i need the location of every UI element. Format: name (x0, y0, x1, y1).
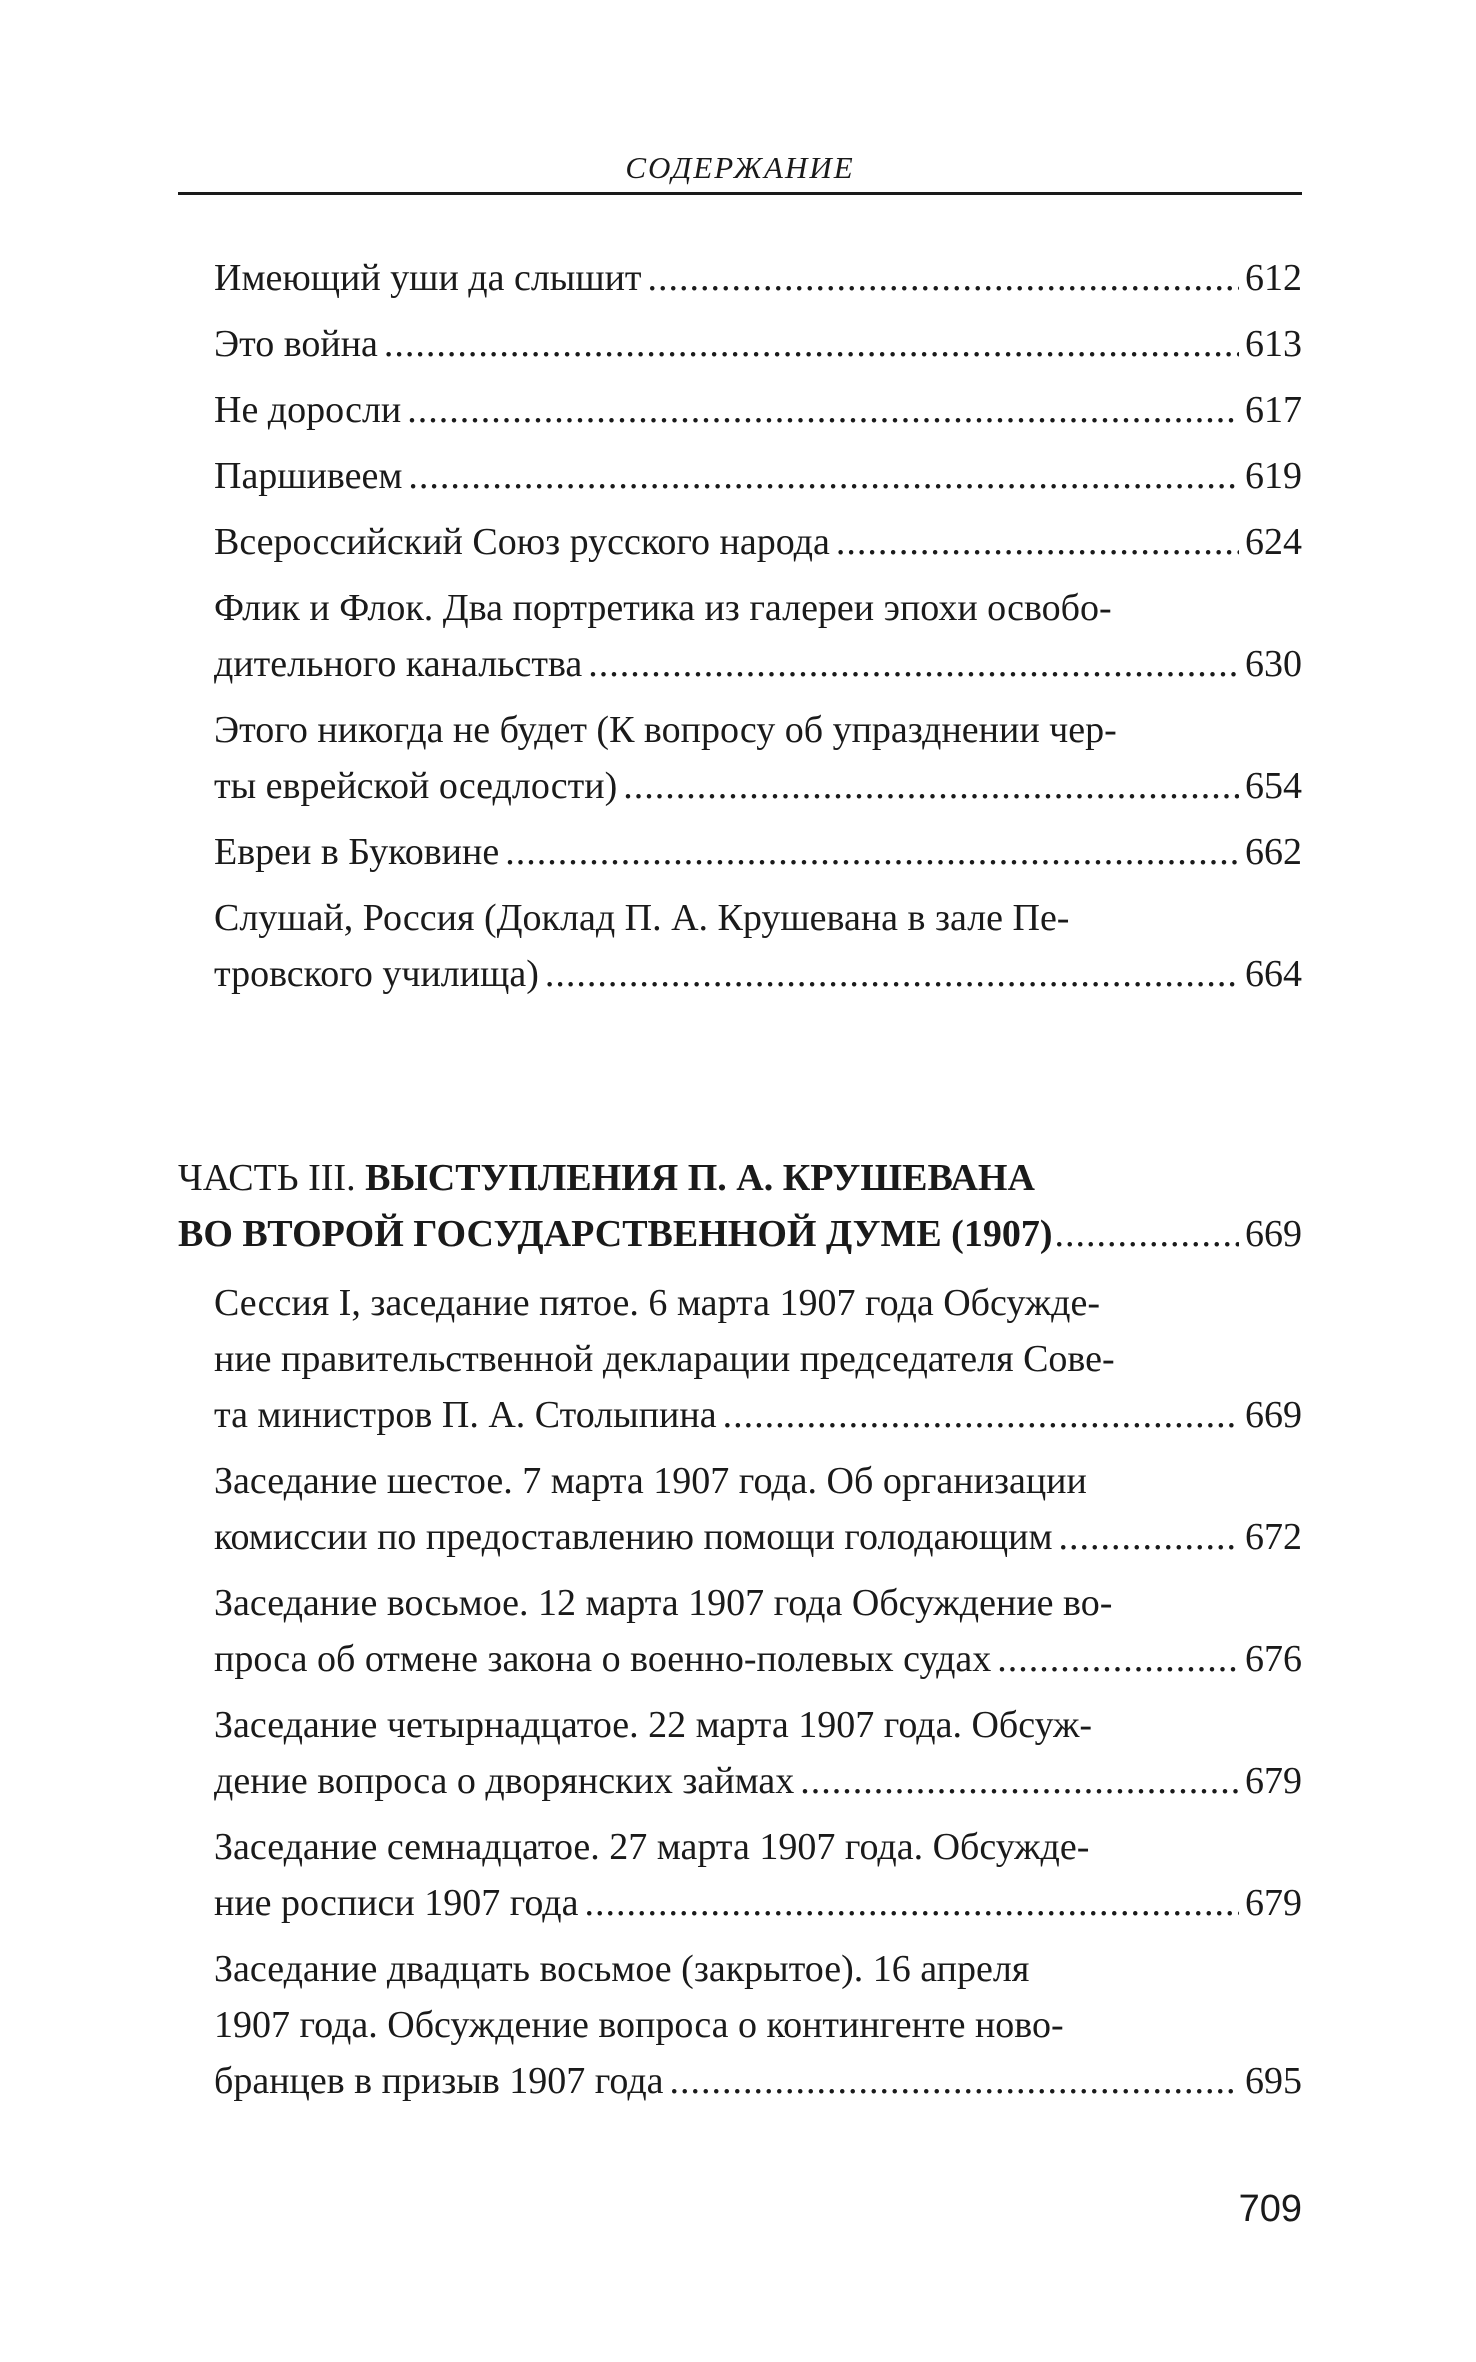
toc-entry[interactable] (214, 890, 1302, 1002)
toc-entry-title: ты еврейской оседлости) (214, 765, 618, 807)
dot-leader (623, 758, 1239, 814)
toc-entry-page: 613 (1245, 323, 1302, 365)
toc-entry-last-line (214, 1509, 1302, 1565)
dot-leader (723, 1387, 1239, 1443)
dot-leader (384, 316, 1239, 372)
toc-entry-title: Имеющий уши да слышит (214, 257, 642, 299)
dot-leader (997, 1631, 1239, 1687)
toc-entry-last-line (214, 824, 1302, 880)
part-title-line-2: ВО ВТОРОЙ ГОСУДАРСТВЕННОЙ ДУМЕ (1907) (178, 1213, 1053, 1255)
toc-entry-last-line (214, 448, 1302, 504)
toc-entry[interactable] (214, 514, 1302, 570)
toc-entry-page: 676 (1245, 1638, 1302, 1680)
toc-entry-line: Заседание двадцать восьмое (закрытое). 16 апреля (214, 1948, 1030, 1990)
toc-entry[interactable] (214, 1697, 1302, 1809)
toc-entry-line: Сессия I, заседание пятое. 6 марта 1907 года Обсужде- (214, 1282, 1100, 1324)
toc-entry-page: 669 (1245, 1394, 1302, 1436)
dot-leader (505, 824, 1239, 880)
toc-entry-last-line (214, 514, 1302, 570)
dot-leader (648, 250, 1239, 306)
toc-entry-page: 624 (1245, 521, 1302, 563)
toc-entry-line: Заседание семнадцатое. 27 марта 1907 года. Обсужде- (214, 1826, 1090, 1868)
running-head: СОДЕРЖАНИЕ (625, 150, 855, 185)
toc-entry-page: 695 (1245, 2060, 1302, 2102)
dot-leader (588, 636, 1239, 692)
toc-entry-last-line (214, 758, 1302, 814)
toc-entry[interactable] (214, 1575, 1302, 1687)
toc-entry-line: Заседание восьмое. 12 марта 1907 года Обсуждение во- (214, 1582, 1113, 1624)
part-heading[interactable] (178, 1150, 1302, 1262)
toc-entry-line: Этого никогда не будет (К вопросу об упразднении чер- (214, 709, 1117, 751)
toc-entry-page: 679 (1245, 1882, 1302, 1924)
toc-entry-last-line (214, 1387, 1302, 1443)
dot-leader (545, 946, 1239, 1002)
toc-entry-title: Это война (214, 323, 378, 365)
toc-entry[interactable] (214, 1453, 1302, 1565)
toc-entry-last-line (214, 1753, 1302, 1809)
part-prefix: ЧАСТЬ III. (178, 1157, 356, 1199)
toc-entry-title: Паршивеем (214, 455, 403, 497)
header-rule (178, 192, 1302, 195)
toc-entry[interactable] (214, 448, 1302, 504)
dot-leader (1059, 1509, 1239, 1565)
toc-entry-last-line (214, 2053, 1302, 2109)
part-page-number: 669 (1245, 1213, 1302, 1255)
part-title-line-1: ВЫСТУПЛЕНИЯ П. А. КРУШЕВАНА (365, 1157, 1035, 1199)
toc-entry-page: 617 (1245, 389, 1302, 431)
toc-entry-last-line (214, 946, 1302, 1002)
toc-entry-last-line (214, 250, 1302, 306)
dot-leader (408, 448, 1239, 504)
toc-entry-title: ние росписи 1907 года (214, 1882, 579, 1924)
toc-entry[interactable] (214, 824, 1302, 880)
toc-section-part3 (214, 1275, 1302, 2119)
toc-entry-title: Всероссийский Союз русского народа (214, 521, 830, 563)
toc-entry[interactable] (214, 1275, 1302, 1443)
toc-entry[interactable] (214, 382, 1302, 438)
toc-section-part2 (214, 250, 1302, 1012)
toc-entry-page: 679 (1245, 1760, 1302, 1802)
toc-entry-line: Заседание шестое. 7 марта 1907 года. Об организации (214, 1460, 1087, 1502)
toc-entry-page: 664 (1245, 953, 1302, 995)
toc-entry-line: Заседание четырнадцатое. 22 марта 1907 года. Обсуж- (214, 1704, 1093, 1746)
toc-entry-last-line (214, 1875, 1302, 1931)
toc-entry-page: 654 (1245, 765, 1302, 807)
toc-entry[interactable] (214, 316, 1302, 372)
page-number: 709 (1238, 2188, 1302, 2230)
dot-leader (836, 514, 1239, 570)
toc-entry-title: комиссии по предоставлению помощи голодающим (214, 1516, 1053, 1558)
toc-entry-last-line (214, 636, 1302, 692)
toc-entry-page: 619 (1245, 455, 1302, 497)
toc-entry-page: 630 (1245, 643, 1302, 685)
toc-entry-last-line (214, 1631, 1302, 1687)
toc-entry-page: 672 (1245, 1516, 1302, 1558)
toc-entry-last-line (214, 382, 1302, 438)
toc-entry-title: Евреи в Буковине (214, 831, 500, 873)
toc-entry-line: 1907 года. Обсуждение вопроса о контингенте ново- (214, 2004, 1064, 2046)
toc-entry-title: Не доросли (214, 389, 402, 431)
dot-leader (584, 1875, 1239, 1931)
dot-leader (800, 1753, 1239, 1809)
toc-entry[interactable] (214, 1819, 1302, 1931)
toc-entry[interactable] (214, 702, 1302, 814)
toc-entry-title: та министров П. А. Столыпина (214, 1394, 717, 1436)
toc-entry[interactable] (214, 250, 1302, 306)
dot-leader (1054, 1206, 1239, 1262)
toc-entry[interactable] (214, 1941, 1302, 2109)
toc-entry-line: Слушай, Россия (Доклад П. А. Крушевана в зале Пе- (214, 897, 1070, 939)
toc-entry-page: 612 (1245, 257, 1302, 299)
toc-entry-last-line (214, 316, 1302, 372)
toc-entry-page: 662 (1245, 831, 1302, 873)
toc-entry-title: проса об отмене закона о военно-полевых судах (214, 1638, 992, 1680)
toc-entry[interactable] (214, 580, 1302, 692)
toc-entry-title: бранцев в призыв 1907 года (214, 2060, 664, 2102)
dot-leader (407, 382, 1239, 438)
toc-entry-title: дение вопроса о дворянских займах (214, 1760, 795, 1802)
toc-entry-line: Флик и Флок. Два портретика из галереи эпохи освобо- (214, 587, 1112, 629)
toc-entry-title: дительного канальства (214, 643, 583, 685)
dot-leader (670, 2053, 1239, 2109)
toc-entry-line: ние правительственной декларации председателя Сове- (214, 1338, 1115, 1380)
toc-entry-title: тровского училища) (214, 953, 539, 995)
part-heading-line-2 (178, 1206, 1302, 1262)
part-heading-line-1 (178, 1150, 1302, 1206)
